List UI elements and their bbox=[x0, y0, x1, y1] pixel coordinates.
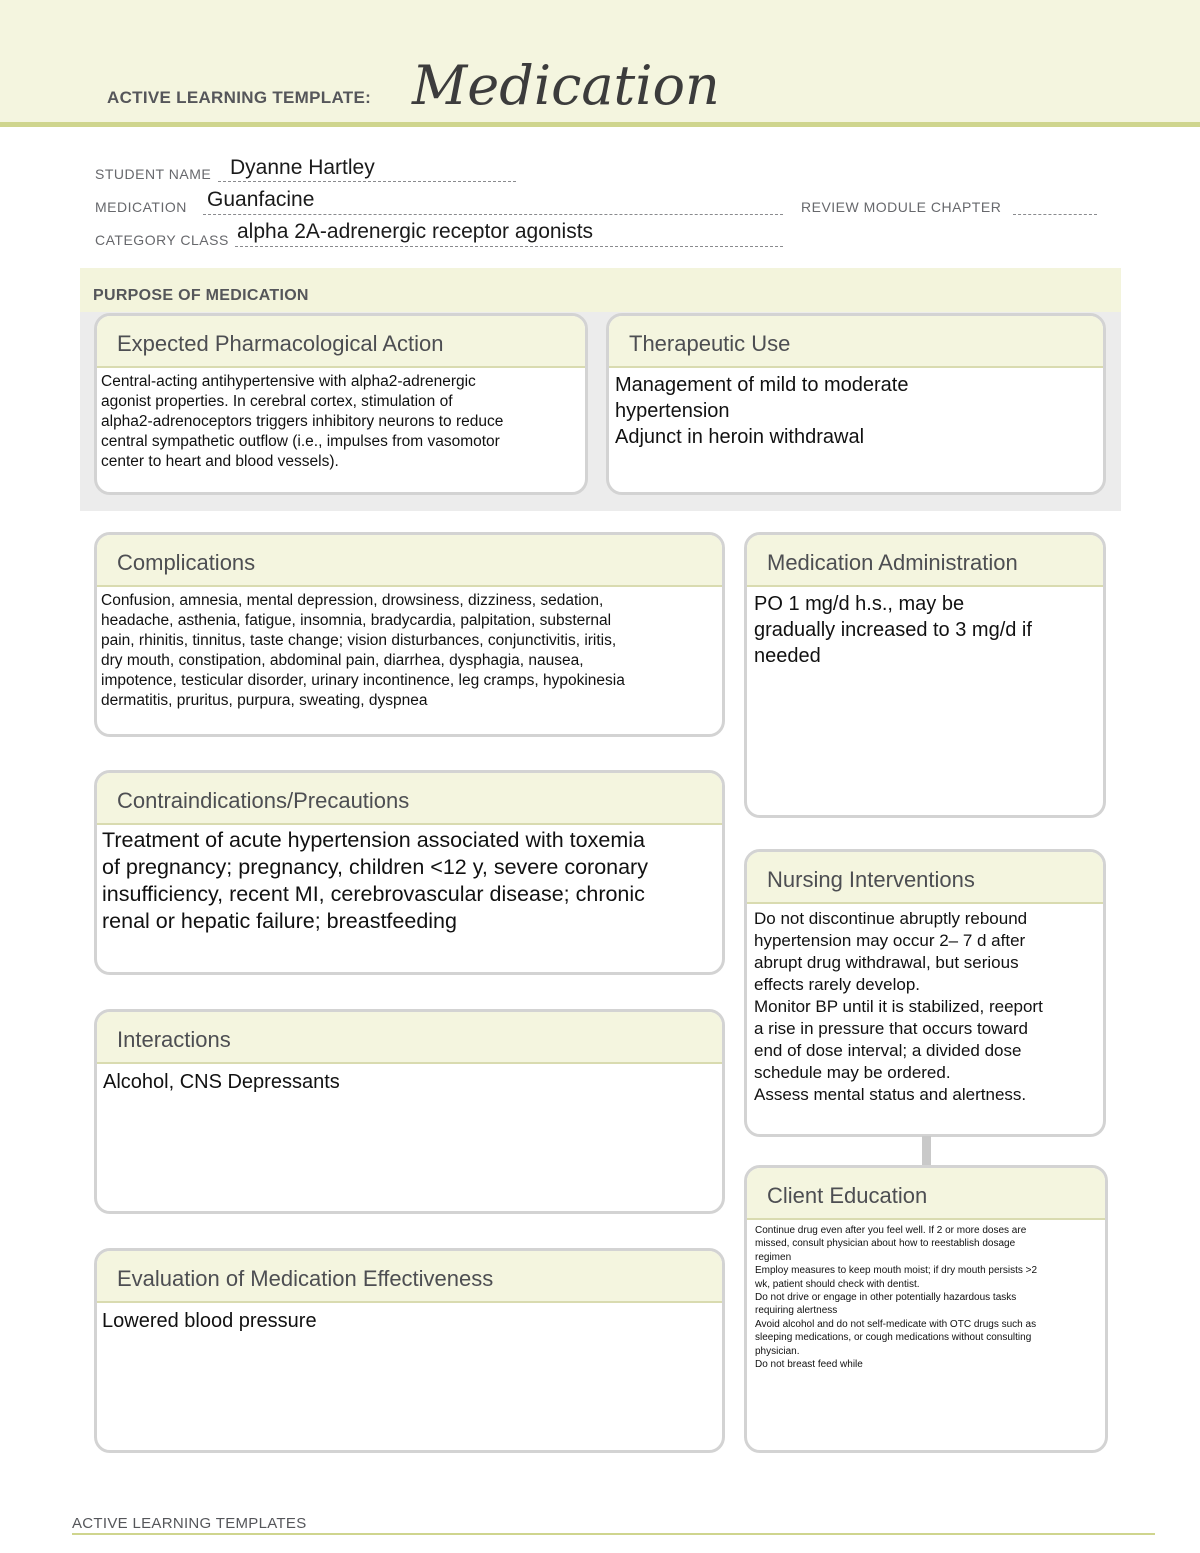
footer-label: ACTIVE LEARNING TEMPLATES bbox=[72, 1515, 307, 1532]
medication-line bbox=[203, 214, 783, 215]
nursing-interventions-title: Nursing Interventions bbox=[747, 852, 1103, 904]
evaluation-box bbox=[94, 1248, 725, 1453]
therapeutic-use-title: Therapeutic Use bbox=[609, 316, 1103, 368]
interactions-title: Interactions bbox=[97, 1012, 722, 1064]
contraindications-box bbox=[94, 770, 725, 975]
purpose-label: PURPOSE OF MEDICATION bbox=[93, 287, 309, 304]
client-education-text: Continue drug even after you feel well. If 2 or more doses are missed, consult physician about how to reestablish dosage regimen Employ measures to keep mouth moist; if dry mouth persists >2 wk, patient should check with dentist. Do not drive or engage in other potentially hazardous tasks requiring alertness Avoid alcohol and do not self-medicate with OTC drugs such as sleeping medications, or cough medications without consulting physician. Do not breast feed while bbox=[755, 1225, 1038, 1371]
expected-action-title: Expected Pharmacological Action bbox=[97, 316, 585, 368]
client-education-box bbox=[744, 1165, 1108, 1453]
connector-bar bbox=[922, 1136, 931, 1166]
contraindications-text: Treatment of acute hypertension associated with toxemia of pregnancy; pregnancy, children <12 y, severe coronary insufficiency, recent MI, cerebrovascular disease; chronic renal or hepatic failure; breastfeeding bbox=[102, 828, 648, 933]
interactions-box bbox=[94, 1009, 725, 1214]
student-name-field[interactable]: Dyanne Hartley bbox=[230, 156, 375, 179]
medication-administration-text: PO 1 mg/d h.s., may be gradually increased to 3 mg/d if needed bbox=[754, 593, 1032, 667]
medication-administration-box bbox=[744, 532, 1106, 818]
therapeutic-use-text: Management of mild to moderate hypertension Adjunct in heroin withdrawal bbox=[615, 374, 909, 448]
review-module-label: REVIEW MODULE CHAPTER bbox=[801, 199, 1002, 215]
medication-field[interactable]: Guanfacine bbox=[207, 188, 315, 211]
category-class-label: CATEGORY CLASS bbox=[95, 232, 229, 248]
complications-box bbox=[94, 532, 725, 737]
expected-action-text: Central-acting antihypertensive with alpha2-adrenergic agonist properties. In cerebral cortex, stimulation of alpha2-adrenoceptors triggers inhibitory neurons to reduce central sympathetic outflow (i.e., impulses from vasomotor center to heart and blood vessels). bbox=[101, 373, 504, 470]
nursing-interventions-box bbox=[744, 849, 1106, 1137]
medication-label: MEDICATION bbox=[95, 199, 187, 215]
nursing-interventions-text: Do not discontinue abruptly rebound hypertension may occur 2– 7 d after abrupt drug withdrawal, but serious effects rarely develop. Monitor BP until it is stabilized, reeport a rise in pressure that occurs toward end of dose interval; a divided dose schedule may be ordered. Assess mental status and alertness. bbox=[754, 909, 1043, 1104]
evaluation-title: Evaluation of Medication Effectiveness bbox=[97, 1251, 722, 1303]
expected-action-box bbox=[94, 313, 588, 495]
review-module-line bbox=[1013, 214, 1097, 215]
interactions-text: Alcohol, CNS Depressants bbox=[103, 1071, 340, 1093]
student-name-label: STUDENT NAME bbox=[95, 166, 212, 182]
category-class-field[interactable]: alpha 2A-adrenergic receptor agonists bbox=[237, 220, 594, 243]
therapeutic-use-box bbox=[606, 313, 1106, 495]
client-education-title: Client Education bbox=[747, 1168, 1105, 1220]
page-title: Medication bbox=[412, 54, 720, 117]
student-name-line bbox=[218, 181, 516, 182]
complications-title: Complications bbox=[97, 535, 722, 587]
evaluation-text: Lowered blood pressure bbox=[102, 1310, 317, 1332]
footer-rule bbox=[72, 1533, 1155, 1535]
contraindications-title: Contraindications/Precautions bbox=[97, 773, 722, 825]
header-rule bbox=[0, 122, 1200, 127]
category-class-line bbox=[235, 246, 783, 247]
template-label: ACTIVE LEARNING TEMPLATE: bbox=[107, 88, 372, 107]
complications-text: Confusion, amnesia, mental depression, drowsiness, dizziness, sedation, headache, asthenia, fatigue, insomnia, bradycardia, palpitation, substernal pain, rhinitis, tinnitus, taste change; vision disturbances, conjunctivitis, iritis, dry mouth, constipation, abdominal pain, diarrhea, dysphagia, nausea, impotence, testicular disorder, urinary incontinence, leg cramps, hypokinesia dermatitis, pruritus, purpura, sweating, dyspnea bbox=[101, 592, 625, 709]
medication-administration-title: Medication Administration bbox=[747, 535, 1103, 587]
